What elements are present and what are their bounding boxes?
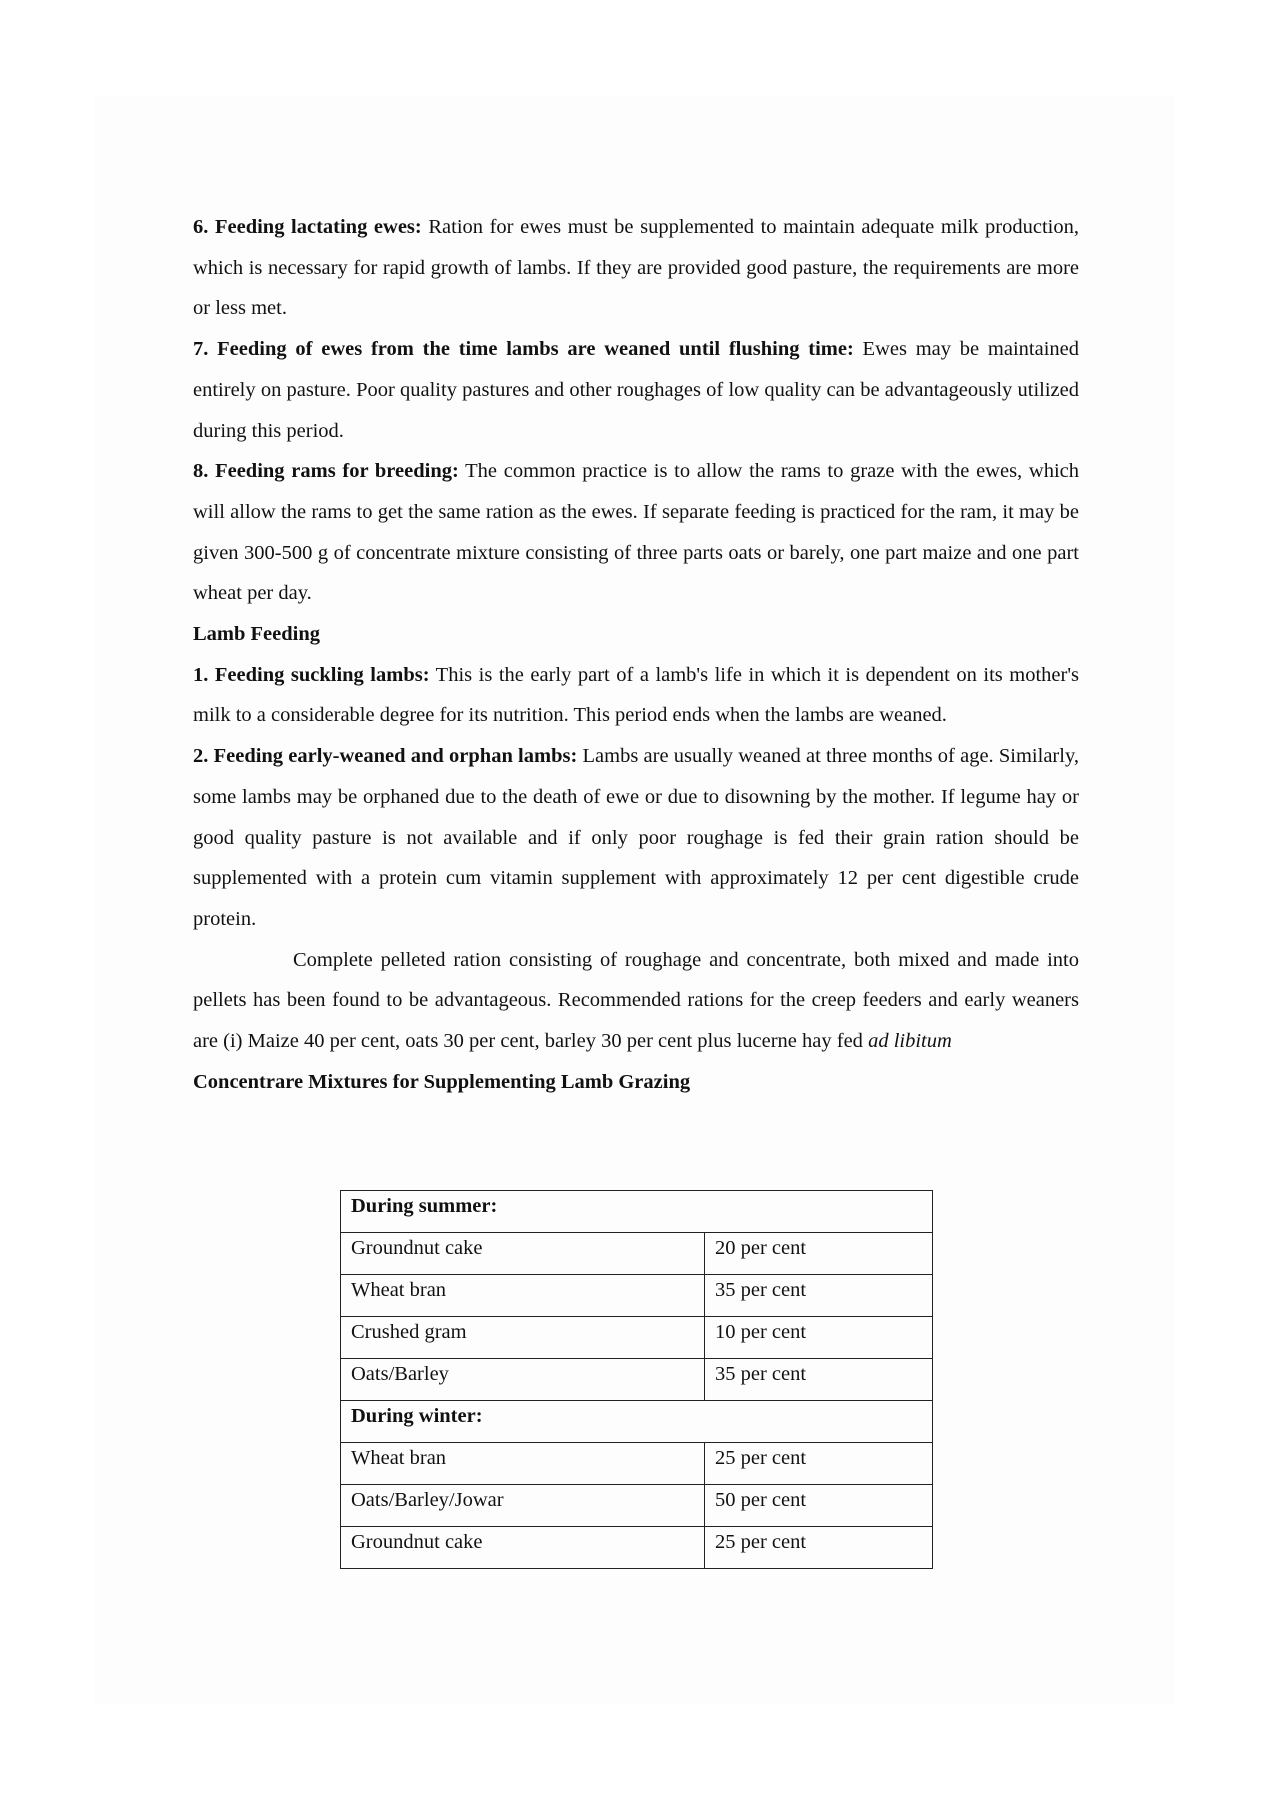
table-row	[341, 1233, 933, 1275]
percentage-cell: 25 per cent	[705, 1443, 933, 1485]
concentrate-mixtures-table	[340, 1190, 933, 1569]
section-label: 1. Feeding suckling lambs:	[193, 663, 430, 686]
percentage-cell: 35 per cent	[705, 1359, 933, 1401]
section-text: Ration for ewes must be supplemented to maintain adequate milk production, which is necessary for rapid growth of lambs. If they are provided good pasture, the requirements are more or less met.	[193, 216, 1080, 320]
summer-section-label: During summer:	[341, 1191, 933, 1233]
document-body	[193, 207, 1079, 1102]
pelleted-ration-paragraph	[193, 940, 1079, 1062]
paragraph-text: Complete pelleted ration consisting of roughage and concentrate, both mixed and made into pellets has been found to be advantageous. Recommended rations for the creep feeders and early weaners are (i) Maize 40 per cent, oats 30 per cent, barley 30 per cent plus lucerne hay fed	[193, 948, 1079, 1053]
ingredient-cell: Crushed gram	[341, 1317, 705, 1359]
section-feeding-suckling-lambs	[193, 655, 1079, 736]
percentage-cell: 20 per cent	[705, 1233, 933, 1275]
ingredient-cell: Groundnut cake	[341, 1233, 705, 1275]
table-row	[341, 1443, 933, 1485]
ingredient-cell: Groundnut cake	[341, 1527, 705, 1569]
section-text: The common practice is to allow the rams to graze with the ewes, which will allow the rams to get the same ration as the ewes. If separate feeding is practiced for the ram, it may be given 300-500 g of concentrate mixture consisting of three parts oats or barely, one part maize and one part wheat per day.	[193, 460, 1079, 605]
section-text: Ewes may be maintained entirely on pasture. Poor quality pastures and other roughages of low quality can be advantageously utilized during this period.	[193, 338, 1079, 442]
percentage-cell: 35 per cent	[705, 1275, 933, 1317]
table-row	[341, 1359, 933, 1401]
section-feeding-ewes-weaned-to-flushing	[193, 329, 1079, 451]
section-feeding-early-weaned-orphan-lambs	[193, 736, 1079, 940]
section-feeding-rams	[193, 451, 1079, 614]
table-row	[341, 1527, 933, 1569]
section-label: 2. Feeding early-weaned and orphan lambs:	[193, 745, 578, 768]
section-text: Lambs are usually weaned at three months of age. Similarly, some lambs may be orphaned due to the death of ewe or due to disowning by the mother. If legume hay or good quality pasture is not available and if only poor roughage is fed their grain ration should be supplemented with a protein cum vitamin supplement with approximately 12 per cent digestible crude protein.	[193, 745, 1079, 930]
section-label: 8. Feeding rams for breeding:	[193, 460, 459, 483]
table-section-row	[341, 1401, 933, 1443]
lamb-feeding-heading: Lamb Feeding	[193, 623, 320, 646]
table-row	[341, 1317, 933, 1359]
table-row	[341, 1485, 933, 1527]
ingredient-cell: Wheat bran	[341, 1443, 705, 1485]
percentage-cell: 10 per cent	[705, 1317, 933, 1359]
percentage-cell: 50 per cent	[705, 1485, 933, 1527]
table-heading: Concentrare Mixtures for Supplementing Lamb Grazing	[193, 1070, 691, 1093]
percentage-cell: 25 per cent	[705, 1527, 933, 1569]
ingredient-cell: Oats/Barley	[341, 1359, 705, 1401]
section-feeding-lactating-ewes	[193, 207, 1079, 329]
table-row	[341, 1275, 933, 1317]
winter-section-label: During winter:	[341, 1401, 933, 1443]
ingredient-cell: Wheat bran	[341, 1275, 705, 1317]
section-text: This is the early part of a lamb's life in which it is dependent on its mother's milk to a considerable degree for its nutrition. This period ends when the lambs are weaned.	[193, 663, 1079, 727]
italic-term: ad libitum	[868, 1030, 952, 1053]
ingredient-cell: Oats/Barley/Jowar	[341, 1485, 705, 1527]
section-label: 7. Feeding of ewes from the time lambs are weaned until flushing time:	[193, 338, 854, 361]
section-label: 6. Feeding lactating ewes:	[193, 216, 422, 238]
table-section-row	[341, 1191, 933, 1233]
